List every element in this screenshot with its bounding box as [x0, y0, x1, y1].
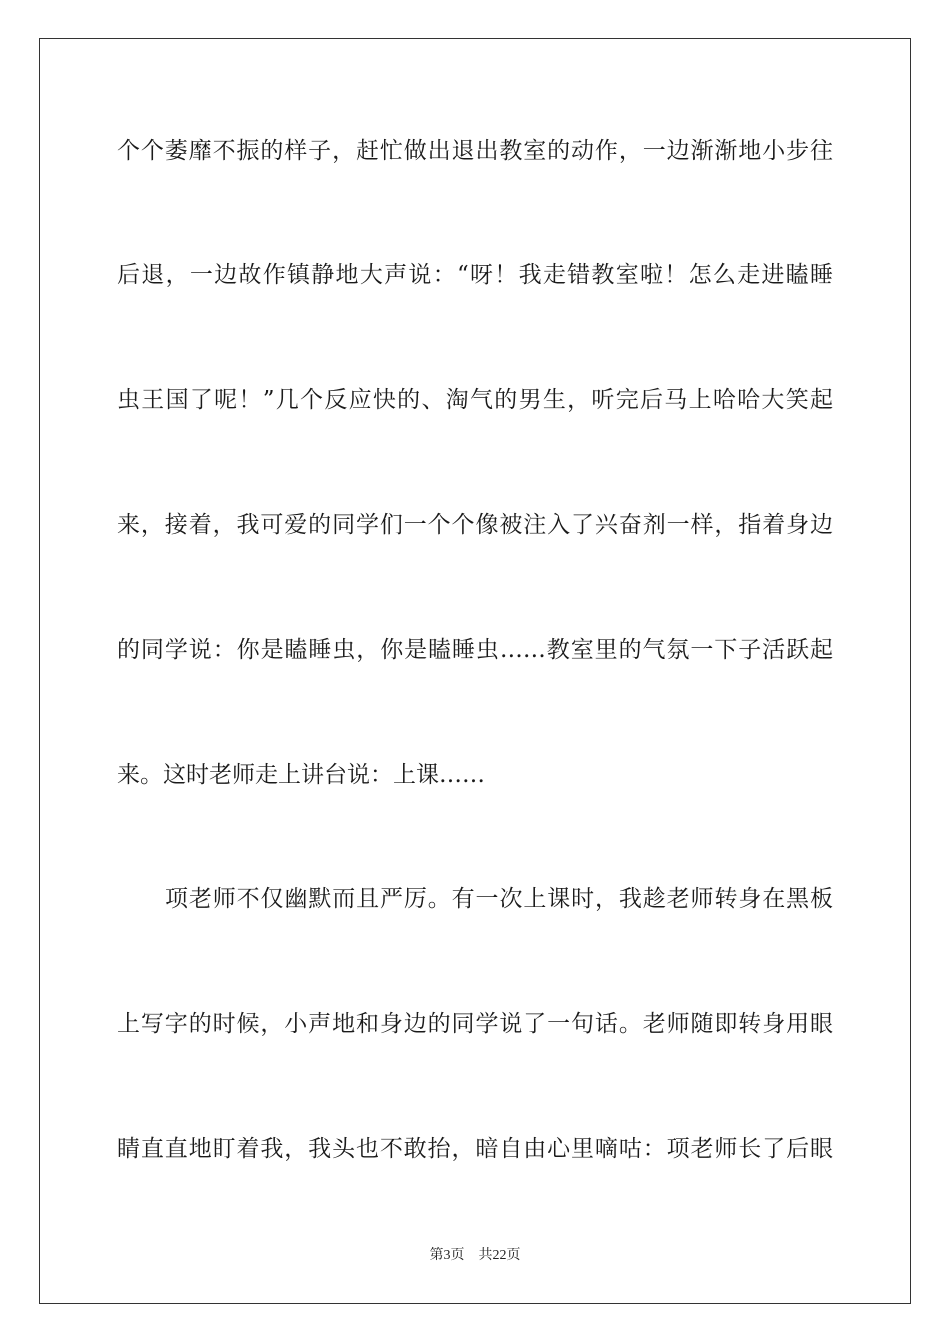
text-line: 虫王国了呢！”几个反应快的、淘气的男生，听完后马上哈哈大笑起: [117, 387, 833, 413]
text-line: 来，接着，我可爱的同学们一个个像被注入了兴奋剂一样，指着身边: [117, 512, 833, 538]
page-footer: [0, 1247, 950, 1265]
text-line: 上写字的时候，小声地和身边的同学说了一句话。老师随即转身用眼: [117, 1011, 833, 1037]
text-line: 个个萎靡不振的样子，赶忙做出退出教室的动作，一边渐渐地小步往: [117, 138, 833, 164]
text-line: 后退，一边故作镇静地大声说：“呀！我走错教室啦！怎么走进瞌睡: [117, 262, 833, 288]
text-line: 睛直直地盯着我，我头也不敢抬，暗自由心里嘀咕：项老师长了后眼: [117, 1136, 833, 1162]
page-number: 第3页: [429, 1248, 465, 1263]
paragraph-first-line: 项老师不仅幽默而且严厉。有一次上课时，我趁老师转身在黑板: [165, 886, 833, 912]
text-line: 的同学说：你是瞌睡虫，你是瞌睡虫……教室里的气氛一下子活跃起: [117, 637, 833, 663]
total-pages: 共22页: [478, 1248, 521, 1263]
text-line: 来。这时老师走上讲台说：上课……: [117, 762, 485, 788]
page-border: [39, 38, 911, 1304]
